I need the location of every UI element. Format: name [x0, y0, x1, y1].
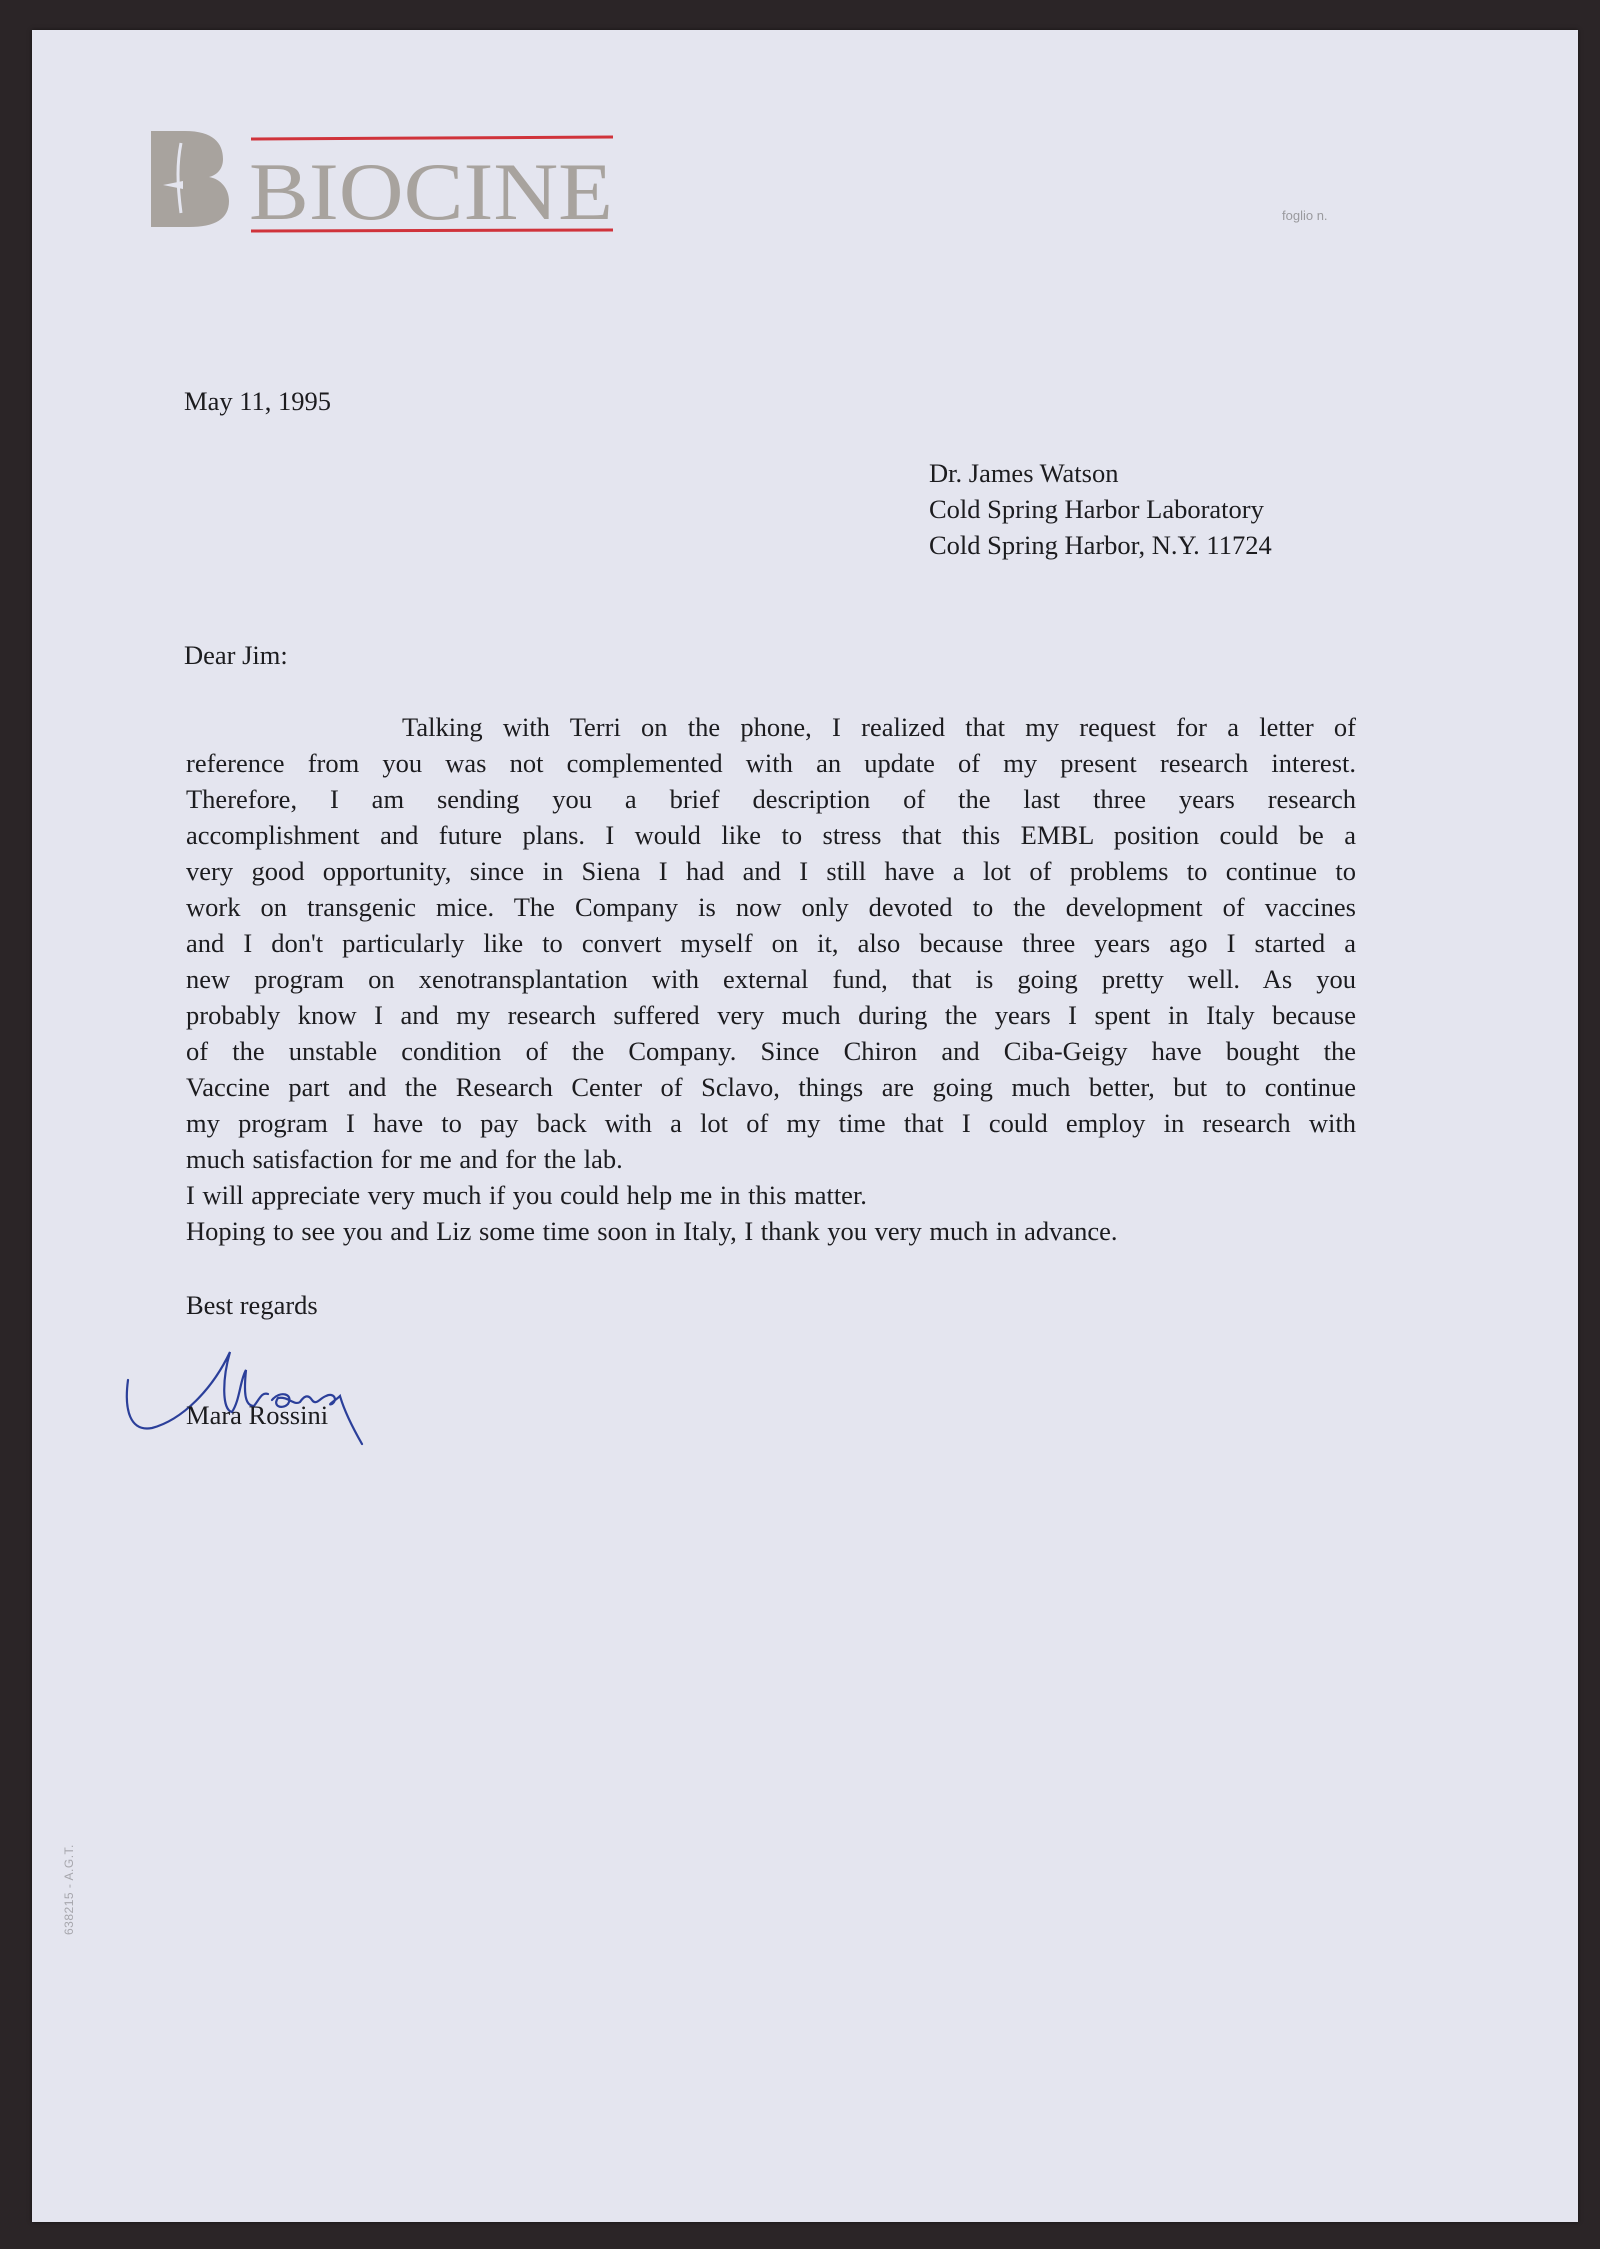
letter-page	[32, 30, 1578, 2222]
signer-name: Mara Rossini	[186, 1400, 329, 1430]
body-line: my program I have to pay back with a lot of my time that I could employ in research with	[186, 1108, 1356, 1138]
svg-text:BIOCINE: BIOCINE	[249, 146, 613, 233]
body-line: and I don't particularly like to convert myself on it, also because three years ago I started a	[186, 928, 1356, 958]
body-line: probably know I and my research suffered very much during the years I spent in Italy because	[186, 1000, 1356, 1030]
body-line: much satisfaction for me and for the lab.	[186, 1144, 623, 1174]
handwritten-signature	[122, 1340, 402, 1450]
recipient-address	[929, 455, 1272, 563]
body-line: accomplishment and future plans. I would like to stress that this EMBL position could be a	[186, 820, 1356, 850]
salutation: Dear Jim:	[184, 640, 288, 670]
recipient-city: Cold Spring Harbor, N.Y. 11724	[929, 530, 1272, 560]
recipient-name: Dr. James Watson	[929, 458, 1119, 488]
body-line: Hoping to see you and Liz some time soon in Italy, I thank you very much in advance.	[186, 1216, 1118, 1246]
body-line: of the unstable condition of the Company. Since Chiron and Ciba-Geigy have bought the	[186, 1036, 1356, 1066]
closing: Best regards	[186, 1290, 318, 1320]
body-line: Vaccine part and the Research Center of Sclavo, things are going much better, but to continue	[186, 1072, 1356, 1102]
body-line: work on transgenic mice. The Company is now only devoted to the development of vaccines	[186, 892, 1356, 922]
sheet-number-label: foglio n.	[1282, 208, 1328, 223]
letter-body	[186, 709, 1356, 1249]
recipient-institution: Cold Spring Harbor Laboratory	[929, 494, 1264, 524]
body-line: new program on xenotransplantation with external fund, that is going pretty well. As you	[186, 964, 1356, 994]
body-line: I will appreciate very much if you could help me in this matter.	[186, 1180, 867, 1210]
body-line: very good opportunity, since in Siena I had and I still have a lot of problems to continue to	[186, 856, 1356, 886]
biocine-logo	[143, 123, 613, 233]
body-line: reference from you was not complemented with an update of my present research interest.	[186, 748, 1356, 778]
letter-date: May 11, 1995	[184, 386, 331, 416]
body-line: Therefore, I am sending you a brief description of the last three years research	[186, 784, 1356, 814]
print-code: 638215 - A.G.T.	[62, 1844, 76, 1935]
body-line: Talking with Terri on the phone, I realized that my request for a letter of	[402, 712, 1356, 742]
